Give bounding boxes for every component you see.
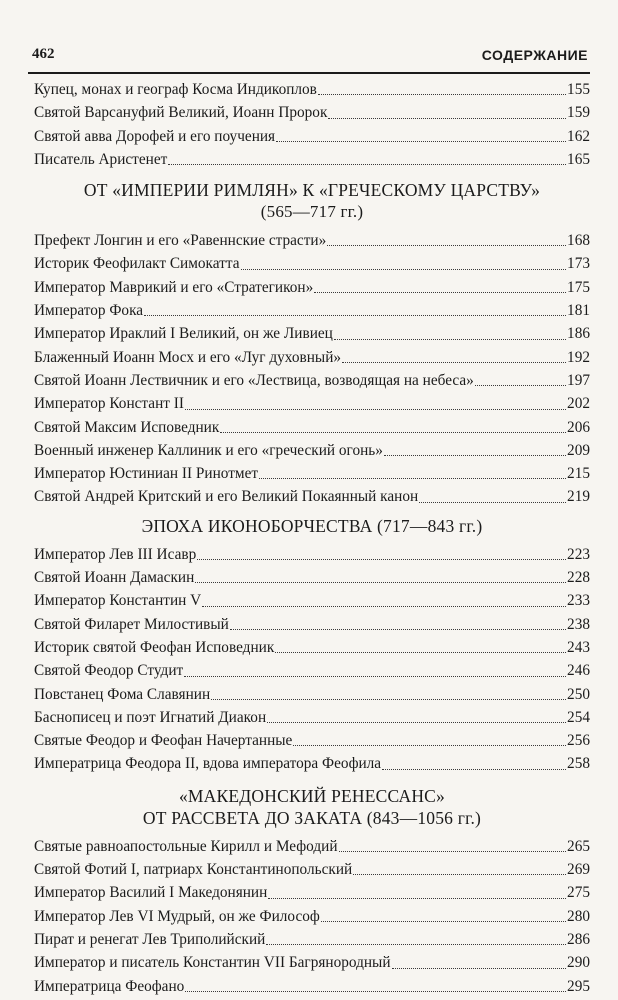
entry-page: 181 bbox=[567, 302, 590, 320]
entry-title: Святой Максим Исповедник bbox=[34, 418, 220, 436]
entry-page: 238 bbox=[567, 615, 590, 633]
dot-leader bbox=[267, 721, 566, 723]
entry-page: 250 bbox=[567, 685, 590, 703]
dot-leader bbox=[195, 581, 566, 583]
entry-title: Префект Лонгин и его «Равеннские страсти» bbox=[34, 232, 327, 250]
toc-entry bbox=[34, 613, 590, 636]
entry-title: Императрица Феофано bbox=[34, 977, 185, 995]
toc-entry bbox=[34, 543, 590, 566]
section-heading-line: «МАКЕДОНСКИЙ РЕНЕССАНС» bbox=[178, 785, 446, 806]
entry-page: 155 bbox=[567, 81, 590, 98]
section-heading-line: ОТ «ИМПЕРИИ РИМЛЯН» К «ГРЕЧЕСКОМУ ЦАРСТВУ» bbox=[83, 180, 541, 201]
toc-entry bbox=[34, 299, 590, 322]
section-heading bbox=[34, 179, 590, 223]
section-heading-line: (565—717 гг.) bbox=[260, 202, 364, 222]
entry-page: 162 bbox=[567, 127, 590, 145]
section-heading-line: ОТ РАССВЕТА ДО ЗАКАТА (843—1056 гг.) bbox=[142, 807, 482, 828]
toc-entry bbox=[34, 101, 590, 124]
running-title: СОДЕРЖАНИЕ bbox=[481, 47, 588, 63]
entry-title: Святой Андрей Критский и его Великий Покаянный канон bbox=[34, 488, 419, 506]
entry-title: Баснописец и поэт Игнатий Диакон bbox=[34, 708, 267, 726]
entry-title: Святой Феодор Студит bbox=[34, 662, 184, 680]
entry-page: 219 bbox=[567, 488, 590, 506]
entry-title: Пират и ренегат Лев Триполийский bbox=[34, 930, 266, 948]
dot-leader bbox=[318, 93, 566, 95]
entry-page: 186 bbox=[567, 325, 590, 343]
dot-leader bbox=[211, 698, 566, 700]
entry-page: 206 bbox=[567, 418, 590, 436]
dot-leader bbox=[241, 268, 567, 270]
dot-leader bbox=[230, 628, 566, 630]
toc-entry bbox=[34, 346, 590, 369]
entry-page: 246 bbox=[567, 662, 590, 680]
entry-title: Император Констант II bbox=[34, 395, 184, 413]
entry-page: 290 bbox=[567, 954, 590, 972]
entry-title: Святой Филарет Милостивый bbox=[34, 615, 229, 633]
entry-page: 202 bbox=[567, 395, 590, 413]
dot-leader bbox=[185, 990, 566, 992]
dot-leader bbox=[384, 454, 566, 456]
dot-leader bbox=[475, 384, 566, 386]
section-heading-line: ЭПОХА ИКОНОБОРЧЕСТВА (717—843 гг.) bbox=[141, 515, 483, 536]
entry-title: Святой авва Дорофей и его поучения bbox=[34, 127, 276, 145]
toc-entry bbox=[34, 485, 590, 508]
toc-entry bbox=[34, 835, 590, 858]
entry-title: Император Лев III Исавр bbox=[34, 545, 197, 563]
entry-title: Император Константин V bbox=[34, 592, 202, 610]
toc-entry bbox=[34, 276, 590, 299]
toc-entry bbox=[34, 416, 590, 439]
section-entries bbox=[34, 543, 590, 776]
dot-leader bbox=[275, 651, 566, 653]
toc-entry bbox=[34, 975, 590, 998]
dot-leader bbox=[276, 140, 566, 142]
toc-entry bbox=[34, 462, 590, 485]
top-entries bbox=[34, 78, 590, 171]
toc-entry bbox=[34, 729, 590, 752]
entry-page: 175 bbox=[567, 278, 590, 296]
toc-entry bbox=[34, 881, 590, 904]
entry-title: Повстанец Фома Славянин bbox=[34, 685, 211, 703]
entry-page: 295 bbox=[567, 977, 590, 995]
toc-entry bbox=[34, 928, 590, 951]
entry-page: 215 bbox=[567, 465, 590, 483]
dot-leader bbox=[144, 314, 566, 316]
entry-page: 159 bbox=[567, 104, 590, 122]
dot-leader bbox=[328, 117, 566, 119]
entry-page: 197 bbox=[567, 371, 590, 389]
toc-entry bbox=[34, 752, 590, 775]
entry-title: Императрица Феодора II, вдова императора Феофила bbox=[34, 755, 382, 773]
section-entries bbox=[34, 835, 590, 998]
entry-page: 192 bbox=[567, 348, 590, 366]
section-entries bbox=[34, 229, 590, 509]
toc-entry bbox=[34, 566, 590, 589]
section-heading bbox=[34, 785, 590, 829]
entry-title: Святой Варсануфий Великий, Иоанн Пророк bbox=[34, 104, 328, 122]
entry-title: Историк Феофилакт Симокатта bbox=[34, 255, 240, 273]
entry-page: 228 bbox=[567, 569, 590, 587]
toc-entry bbox=[34, 148, 590, 171]
entry-page: 256 bbox=[567, 732, 590, 750]
entry-page: 243 bbox=[567, 638, 590, 656]
entry-page: 280 bbox=[567, 907, 590, 925]
entry-page: 254 bbox=[567, 708, 590, 726]
entry-page: 173 bbox=[567, 255, 590, 273]
entry-title: Император Василий I Македонянин bbox=[34, 884, 268, 902]
page-header bbox=[28, 46, 590, 74]
dot-leader bbox=[342, 361, 566, 363]
dot-leader bbox=[419, 501, 566, 503]
dot-leader bbox=[268, 897, 566, 899]
toc-entry bbox=[34, 683, 590, 706]
entry-title: Историк святой Феофан Исповедник bbox=[34, 638, 275, 656]
toc-entry bbox=[34, 369, 590, 392]
entry-title: Святой Иоанн Лествичник и его «Лествица, возводящая на небеса» bbox=[34, 371, 474, 389]
toc-entry bbox=[34, 659, 590, 682]
dot-leader bbox=[382, 768, 566, 770]
entry-title: Император и писатель Константин VII Багрянородный bbox=[34, 954, 391, 972]
toc-entry bbox=[34, 78, 590, 101]
entry-title: Писатель Аристенет bbox=[34, 150, 168, 168]
dot-leader bbox=[185, 408, 566, 410]
toc-entry bbox=[34, 636, 590, 659]
entry-title: Блаженный Иоанн Мосх и его «Луг духовный» bbox=[34, 348, 342, 366]
dot-leader bbox=[259, 477, 566, 479]
dot-leader bbox=[327, 244, 566, 246]
entry-page: 233 bbox=[567, 592, 590, 610]
dot-leader bbox=[293, 744, 566, 746]
entry-page: 275 bbox=[567, 884, 590, 902]
toc-entry bbox=[34, 252, 590, 275]
entry-title: Император Фока bbox=[34, 302, 144, 320]
dot-leader bbox=[339, 850, 567, 852]
dot-leader bbox=[321, 920, 566, 922]
dot-leader bbox=[353, 873, 566, 875]
toc-entry bbox=[34, 439, 590, 462]
dot-leader bbox=[220, 431, 566, 433]
entry-title: Святые Феодор и Феофан Начертанные bbox=[34, 732, 293, 750]
toc-entry bbox=[34, 392, 590, 415]
toc-entry bbox=[34, 951, 590, 974]
entry-title: Купец, монах и географ Косма Индикоплов bbox=[34, 81, 317, 98]
toc-entry bbox=[34, 229, 590, 252]
entry-page: 286 bbox=[567, 930, 590, 948]
entry-page: 258 bbox=[567, 755, 590, 773]
entry-page: 223 bbox=[567, 545, 590, 563]
entry-title: Святой Иоанн Дамаскин bbox=[34, 569, 195, 587]
dot-leader bbox=[266, 943, 566, 945]
entry-page: 265 bbox=[567, 837, 590, 855]
table-of-contents bbox=[34, 78, 590, 998]
dot-leader bbox=[202, 605, 566, 607]
entry-page: 168 bbox=[567, 232, 590, 250]
entry-page: 209 bbox=[567, 441, 590, 459]
dot-leader bbox=[168, 163, 566, 165]
dot-leader bbox=[314, 291, 566, 293]
dot-leader bbox=[334, 338, 566, 340]
dot-leader bbox=[392, 967, 567, 969]
entry-title: Военный инженер Каллиник и его «греческий огонь» bbox=[34, 441, 383, 459]
page-number: 462 bbox=[32, 46, 55, 62]
entry-title: Император Ираклий I Великий, он же Ливиец bbox=[34, 325, 333, 343]
entry-page: 269 bbox=[567, 861, 590, 879]
entry-title: Святой Фотий I, патриарх Константинопольский bbox=[34, 861, 353, 879]
entry-title: Император Лев VI Мудрый, он же Философ bbox=[34, 907, 320, 925]
entry-title: Император Юстиниан II Ринотмет bbox=[34, 465, 259, 483]
toc-entry bbox=[34, 125, 590, 148]
entry-title: Святые равноапостольные Кирилл и Мефодий bbox=[34, 837, 338, 855]
dot-leader bbox=[197, 558, 566, 560]
entry-title: Император Маврикий и его «Стратегикон» bbox=[34, 278, 314, 296]
toc-entry bbox=[34, 322, 590, 345]
toc-entry bbox=[34, 706, 590, 729]
toc-entry bbox=[34, 858, 590, 881]
toc-entry bbox=[34, 589, 590, 612]
toc-entry bbox=[34, 905, 590, 928]
dot-leader bbox=[184, 675, 566, 677]
section-heading bbox=[34, 515, 590, 537]
entry-page: 165 bbox=[567, 150, 590, 168]
